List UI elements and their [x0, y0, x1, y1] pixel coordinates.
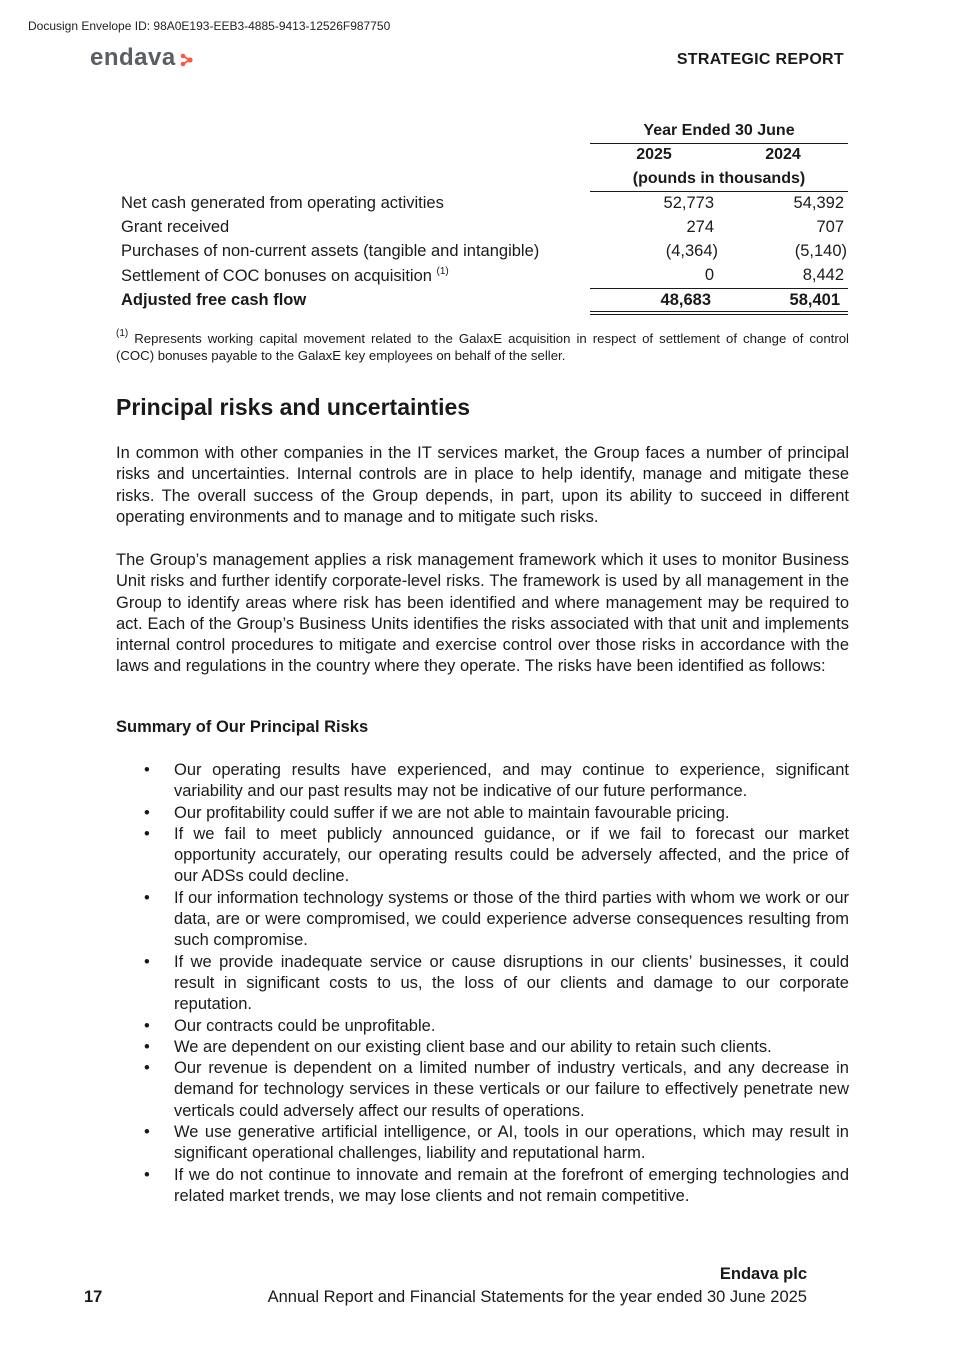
bullet-icon: •	[144, 761, 150, 779]
intro-paragraph: In common with other companies in the IT services market, the Group faces a number of principal risks and uncertainties. Internal controls are in place to help identify, manage and mitigate these risks. The overall success of the Group depends, in part, upon its ability to succeed in different operating environments and to manage and to mitigate such risks.	[116, 444, 849, 526]
bullet-icon: •	[144, 824, 150, 843]
framework-paragraph: The Group’s management applies a risk management framework which it uses to monitor Business Unit risks and further identify corporate-level risks. The framework is used by all management in the Group to identify areas where risk has been identified and where management may be required to act. Each of the Group’s Business Units identifies the risks associated with that unit and implements internal control procedures to mitigate and exercise control over those risks in accordance with the laws and regulations in the country where they operate. The risks have been identified as follows:	[116, 551, 849, 676]
table-cell-2025: 0	[704, 266, 714, 284]
endava-mark-icon	[179, 52, 195, 68]
list-item	[116, 803, 849, 824]
table-cell-2024: 54,392	[793, 194, 844, 212]
bullet-icon: •	[144, 1016, 150, 1035]
total-row-label: Adjusted free cash flow	[121, 291, 307, 309]
risk-text: Our contracts could be unprofitable.	[174, 1016, 436, 1035]
list-item	[116, 1037, 849, 1058]
risk-text: If we do not continue to innovate and remain at the forefront of emerging technologies and related market trends, we may lose clients and not remain competitive.	[174, 1165, 849, 1205]
risk-text: Our revenue is dependent on a limited number of industry verticals, and any decrease in demand for technology services in these verticals or our failure to effectively penetrate new verticals could adversely affect our results of operations.	[174, 1059, 849, 1120]
table-row-label: Net cash generated from operating activities	[121, 194, 444, 212]
risk-text: Our operating results have experienced, and may continue to experience, significant variability and our past results may not be indicative of our future performance.	[174, 761, 849, 801]
list-item	[116, 824, 849, 888]
bullet-icon: •	[144, 1123, 150, 1142]
risk-text: We are dependent on our existing client base and our ability to retain such clients.	[174, 1037, 772, 1056]
footer-report-title: Annual Report and Financial Statements for the year ended 30 June 2025	[267, 1288, 807, 1306]
docusign-envelope-id: Docusign Envelope ID: 98A0E193-EEB3-4885-9413-12526F987750	[28, 19, 391, 33]
row-label-text: Settlement of COC bonuses on acquisition	[121, 267, 432, 285]
year-2025: 2025	[636, 146, 672, 163]
list-item	[116, 1122, 849, 1165]
risk-text: If we fail to meet publicly announced guidance, or if we fail to forecast our market opportunity accurately, our operating results could be adversely affected, and the price of our ADSs could decline.	[174, 824, 849, 886]
total-2025: 48,683	[660, 291, 711, 309]
risk-text: Our profitability could suffer if we are not able to maintain favourable pricing.	[174, 803, 730, 822]
table-cell-2024: (5,140)	[794, 242, 847, 260]
footer-company: Endava plc	[719, 1265, 807, 1283]
footnote-text: Represents working capital movement related to the GalaxE acquisition in respect of settlement of change of control (COC) bonuses payable to the GalaxE key employees on behalf of the seller.	[116, 331, 849, 363]
units-label: (pounds in thousands)	[632, 170, 806, 187]
principal-risks-list	[116, 760, 849, 1207]
bullet-icon: •	[144, 803, 150, 822]
list-item	[116, 1016, 849, 1037]
bullet-icon: •	[144, 888, 150, 907]
bullet-icon: •	[144, 952, 150, 971]
table-row-label	[121, 266, 449, 286]
period-header: Year Ended 30 June	[643, 122, 795, 139]
table-row-label: Grant received	[121, 218, 230, 236]
section-label: STRATEGIC REPORT	[676, 51, 844, 68]
bullet-icon: •	[144, 1165, 150, 1184]
table-cell-2024: 8,442	[802, 266, 844, 284]
risk-text: We use generative artificial intelligence, or AI, tools in our operations, which may result in significant operational challenges, liability and reputational harm.	[174, 1123, 849, 1163]
footnote-ref: (1)	[436, 266, 449, 277]
table-cell-2025: 52,773	[663, 194, 714, 212]
bullet-icon: •	[144, 1037, 150, 1056]
bullet-icon: •	[144, 1059, 150, 1078]
endava-logo	[90, 44, 195, 72]
logo-wordmark: endava	[90, 44, 176, 71]
list-item	[116, 1058, 849, 1122]
table-cell-2025: (4,364)	[665, 242, 718, 260]
total-2024: 58,401	[789, 291, 840, 309]
risk-text: If our information technology systems or those of the third parties with whom we work or our data, are or were compromised, we could experience adverse consequences resulting from such compromise.	[174, 888, 849, 950]
page-number: 17	[84, 1288, 103, 1306]
year-2024: 2024	[765, 146, 801, 163]
section-title: Principal risks and uncertainties	[116, 394, 471, 420]
list-item	[116, 888, 849, 952]
list-item	[116, 1165, 849, 1208]
table-row-label: Purchases of non-current assets (tangible and intangible)	[121, 242, 540, 260]
footnote-marker: (1)	[116, 328, 129, 339]
list-item	[116, 760, 849, 803]
table-cell-2024: 707	[816, 218, 844, 236]
table-footnote	[116, 325, 849, 364]
risk-text: If we provide inadequate service or cause disruptions in our clients’ businesses, it could result in significant costs to us, the loss of our clients and damage to our corporate reputation.	[174, 952, 849, 1014]
risks-subheading: Summary of Our Principal Risks	[116, 718, 369, 736]
list-item	[116, 952, 849, 1016]
table-cell-2025: 274	[686, 218, 714, 236]
